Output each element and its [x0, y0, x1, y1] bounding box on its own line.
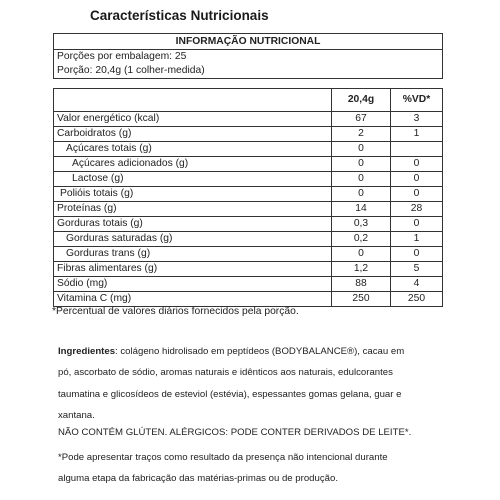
nutrient-amount: 88: [332, 277, 391, 292]
nutrient-name: Sódio (mg): [54, 277, 332, 292]
nutrient-name: Açúcares totais (g): [54, 142, 332, 157]
nutrient-name: Fibras alimentares (g): [54, 262, 332, 277]
nutrient-vd: 0: [391, 187, 443, 202]
nutrient-amount: 14: [332, 202, 391, 217]
table-row: [54, 217, 443, 232]
ingredients-text: : colágeno hidrolisado em peptídeos (BODYBALANCE®), cacau em: [115, 346, 405, 357]
table-row: [54, 112, 443, 127]
ingredients-line: xantana.: [58, 409, 95, 421]
allergen-warning: NÃO CONTÉM GLÚTEN. ALÉRGICOS: PODE CONTER DERIVADOS DE LEITE*.: [58, 427, 412, 438]
table-row: [54, 247, 443, 262]
nutrient-vd: 250: [391, 292, 443, 307]
table-row: [54, 142, 443, 157]
nutrient-amount: 0: [332, 142, 391, 157]
table-header-row: [54, 34, 443, 50]
nutrient-vd: 28: [391, 202, 443, 217]
nutrient-amount: 2: [332, 127, 391, 142]
nutrient-amount: 0: [332, 157, 391, 172]
nutrient-name: Gorduras totais (g): [54, 217, 332, 232]
ingredients-label: Ingredientes: [58, 346, 116, 357]
nutrient-vd: 4: [391, 277, 443, 292]
nutrient-vd: [391, 142, 443, 157]
serving-size-row: [54, 64, 443, 79]
nutrient-vd: 0: [391, 172, 443, 187]
nutrient-amount: 0: [332, 172, 391, 187]
nutrient-name: Carboidratos (g): [54, 127, 332, 142]
table-row: [54, 277, 443, 292]
amount-column-header: 20,4g: [332, 89, 391, 112]
table-row: [54, 202, 443, 217]
spacer-row: [54, 79, 443, 89]
table-row: [54, 232, 443, 247]
nutrient-amount: 67: [332, 112, 391, 127]
nutrient-name: Vitamina C (mg): [54, 292, 332, 307]
table-row: [54, 262, 443, 277]
nutrient-name: Lactose (g): [54, 172, 332, 187]
serving-size: Porção: 20,4g (1 colher-medida): [54, 64, 443, 79]
trace-warning: [58, 447, 418, 489]
table-row: [54, 127, 443, 142]
vd-footnote: *Percentual de valores diários fornecidos pela porção.: [52, 306, 299, 317]
ingredients-line: [58, 341, 418, 362]
table-row: [54, 292, 443, 307]
page-title: Características Nutricionais: [90, 8, 269, 23]
nutrient-name: Açúcares adicionados (g): [54, 157, 332, 172]
nutrient-amount: 0: [332, 187, 391, 202]
trace-line: alguma etapa da fabricação das matérias-primas ou de produção.: [58, 473, 338, 484]
nutrient-amount: 0: [332, 247, 391, 262]
servings-per-package: Porções por embalagem: 25: [54, 50, 443, 65]
nutrient-amount: 0,2: [332, 232, 391, 247]
nutrient-name: Polióis totais (g): [54, 187, 332, 202]
blank-header-cell: [54, 89, 332, 112]
nutrient-amount: 0,3: [332, 217, 391, 232]
nutrient-vd: 0: [391, 247, 443, 262]
nutrient-name: Proteínas (g): [54, 202, 332, 217]
table-row: [54, 187, 443, 202]
ingredients-block: [58, 341, 418, 426]
nutrient-vd: 1: [391, 127, 443, 142]
trace-line: *Pode apresentar traços como resultado da presença não intencional durante: [58, 452, 388, 463]
nutrient-name: Valor energético (kcal): [54, 112, 332, 127]
nutrient-amount: 1,2: [332, 262, 391, 277]
nutrient-vd: 1: [391, 232, 443, 247]
nutrient-vd: 3: [391, 112, 443, 127]
nutrient-vd: 0: [391, 157, 443, 172]
nutrient-name: Gorduras trans (g): [54, 247, 332, 262]
ingredients-line: taumatina e glicosídeos de esteviol (estévia), espessantes gomas gelana, guar e: [58, 388, 402, 400]
vd-column-header: %VD*: [391, 89, 443, 112]
servings-row: [54, 50, 443, 65]
nutrient-amount: 250: [332, 292, 391, 307]
nutrient-vd: 5: [391, 262, 443, 277]
table-row: [54, 172, 443, 187]
nutrient-name: Gorduras saturadas (g): [54, 232, 332, 247]
table-row: [54, 157, 443, 172]
nutrient-vd: 0: [391, 217, 443, 232]
table-header: INFORMAÇÃO NUTRICIONAL: [54, 34, 443, 50]
ingredients-line: pó, ascorbato de sódio, aromas naturais e idênticos aos naturais, edulcorantes: [58, 367, 393, 379]
column-header-row: [54, 89, 443, 112]
nutrition-table: [53, 33, 443, 307]
